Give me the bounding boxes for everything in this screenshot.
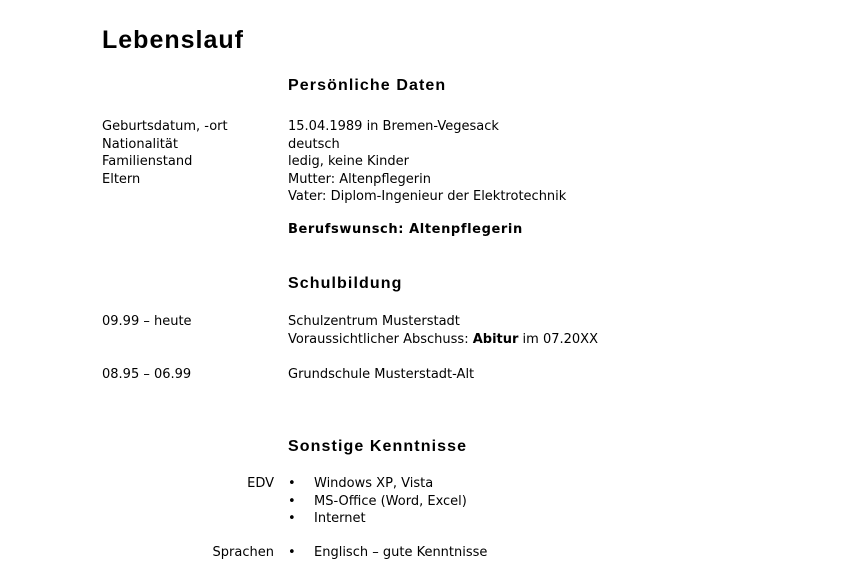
school-name-2: Grundschule Musterstadt-Alt xyxy=(288,367,475,382)
edv-list xyxy=(288,475,467,528)
value-birth: 15.04.1989 in Bremen-Vegesack xyxy=(288,119,499,134)
label-marital-status: Familienstand xyxy=(102,154,193,169)
list-item xyxy=(288,475,467,493)
personal-labels xyxy=(102,118,228,188)
edv-item-office: MS-Office (Word, Excel) xyxy=(314,493,467,509)
list-item xyxy=(288,544,487,562)
edv-item-windows: Windows XP, Vista xyxy=(314,476,434,491)
section-heading-school: Schulbildung xyxy=(288,275,403,292)
school-degree-line xyxy=(288,331,598,349)
section-heading-personal: Persönliche Daten xyxy=(288,77,447,94)
school-period-1: 09.99 – heute xyxy=(102,314,192,329)
personal-values xyxy=(288,118,566,206)
school-period-2: 08.95 – 06.99 xyxy=(102,367,192,382)
languages-label: Sprachen xyxy=(212,545,274,560)
language-item-english: Englisch – gute Kenntnisse xyxy=(314,545,488,560)
value-father: Vater: Diplom-Ingenieur der Elektrotechnik xyxy=(288,189,567,204)
edv-label: EDV xyxy=(247,476,274,491)
bullet-icon: • xyxy=(288,511,296,526)
languages-list xyxy=(288,544,487,562)
degree-prefix: Voraussichtlicher Abschuss: xyxy=(288,331,473,347)
list-item xyxy=(288,493,467,511)
school-entry-2 xyxy=(288,366,474,384)
label-parents: Eltern xyxy=(102,171,141,187)
label-nationality: Nationalität xyxy=(102,136,178,152)
value-marital-status: ledig, keine Kinder xyxy=(288,154,410,169)
bullet-icon: • xyxy=(288,493,296,509)
value-nationality: deutsch xyxy=(288,136,340,152)
label-birth: Geburtsdatum, -ort xyxy=(102,119,228,134)
school-entry-1 xyxy=(288,313,598,348)
career-goal: Berufswunsch: Altenpflegerin xyxy=(288,222,523,237)
section-heading-skills: Sonstige Kenntnisse xyxy=(288,438,468,455)
value-mother: Mutter: Altenpflegerin xyxy=(288,171,431,187)
edv-item-internet: Internet xyxy=(314,511,366,526)
school-name-1: Schulzentrum Musterstadt xyxy=(288,314,460,329)
list-item xyxy=(288,510,467,528)
degree-name: Abitur xyxy=(472,331,519,347)
degree-suffix: im 07.20XX xyxy=(518,331,598,347)
bullet-icon: • xyxy=(288,545,296,560)
bullet-icon: • xyxy=(288,476,296,491)
document-title: Lebenslauf xyxy=(102,26,244,54)
